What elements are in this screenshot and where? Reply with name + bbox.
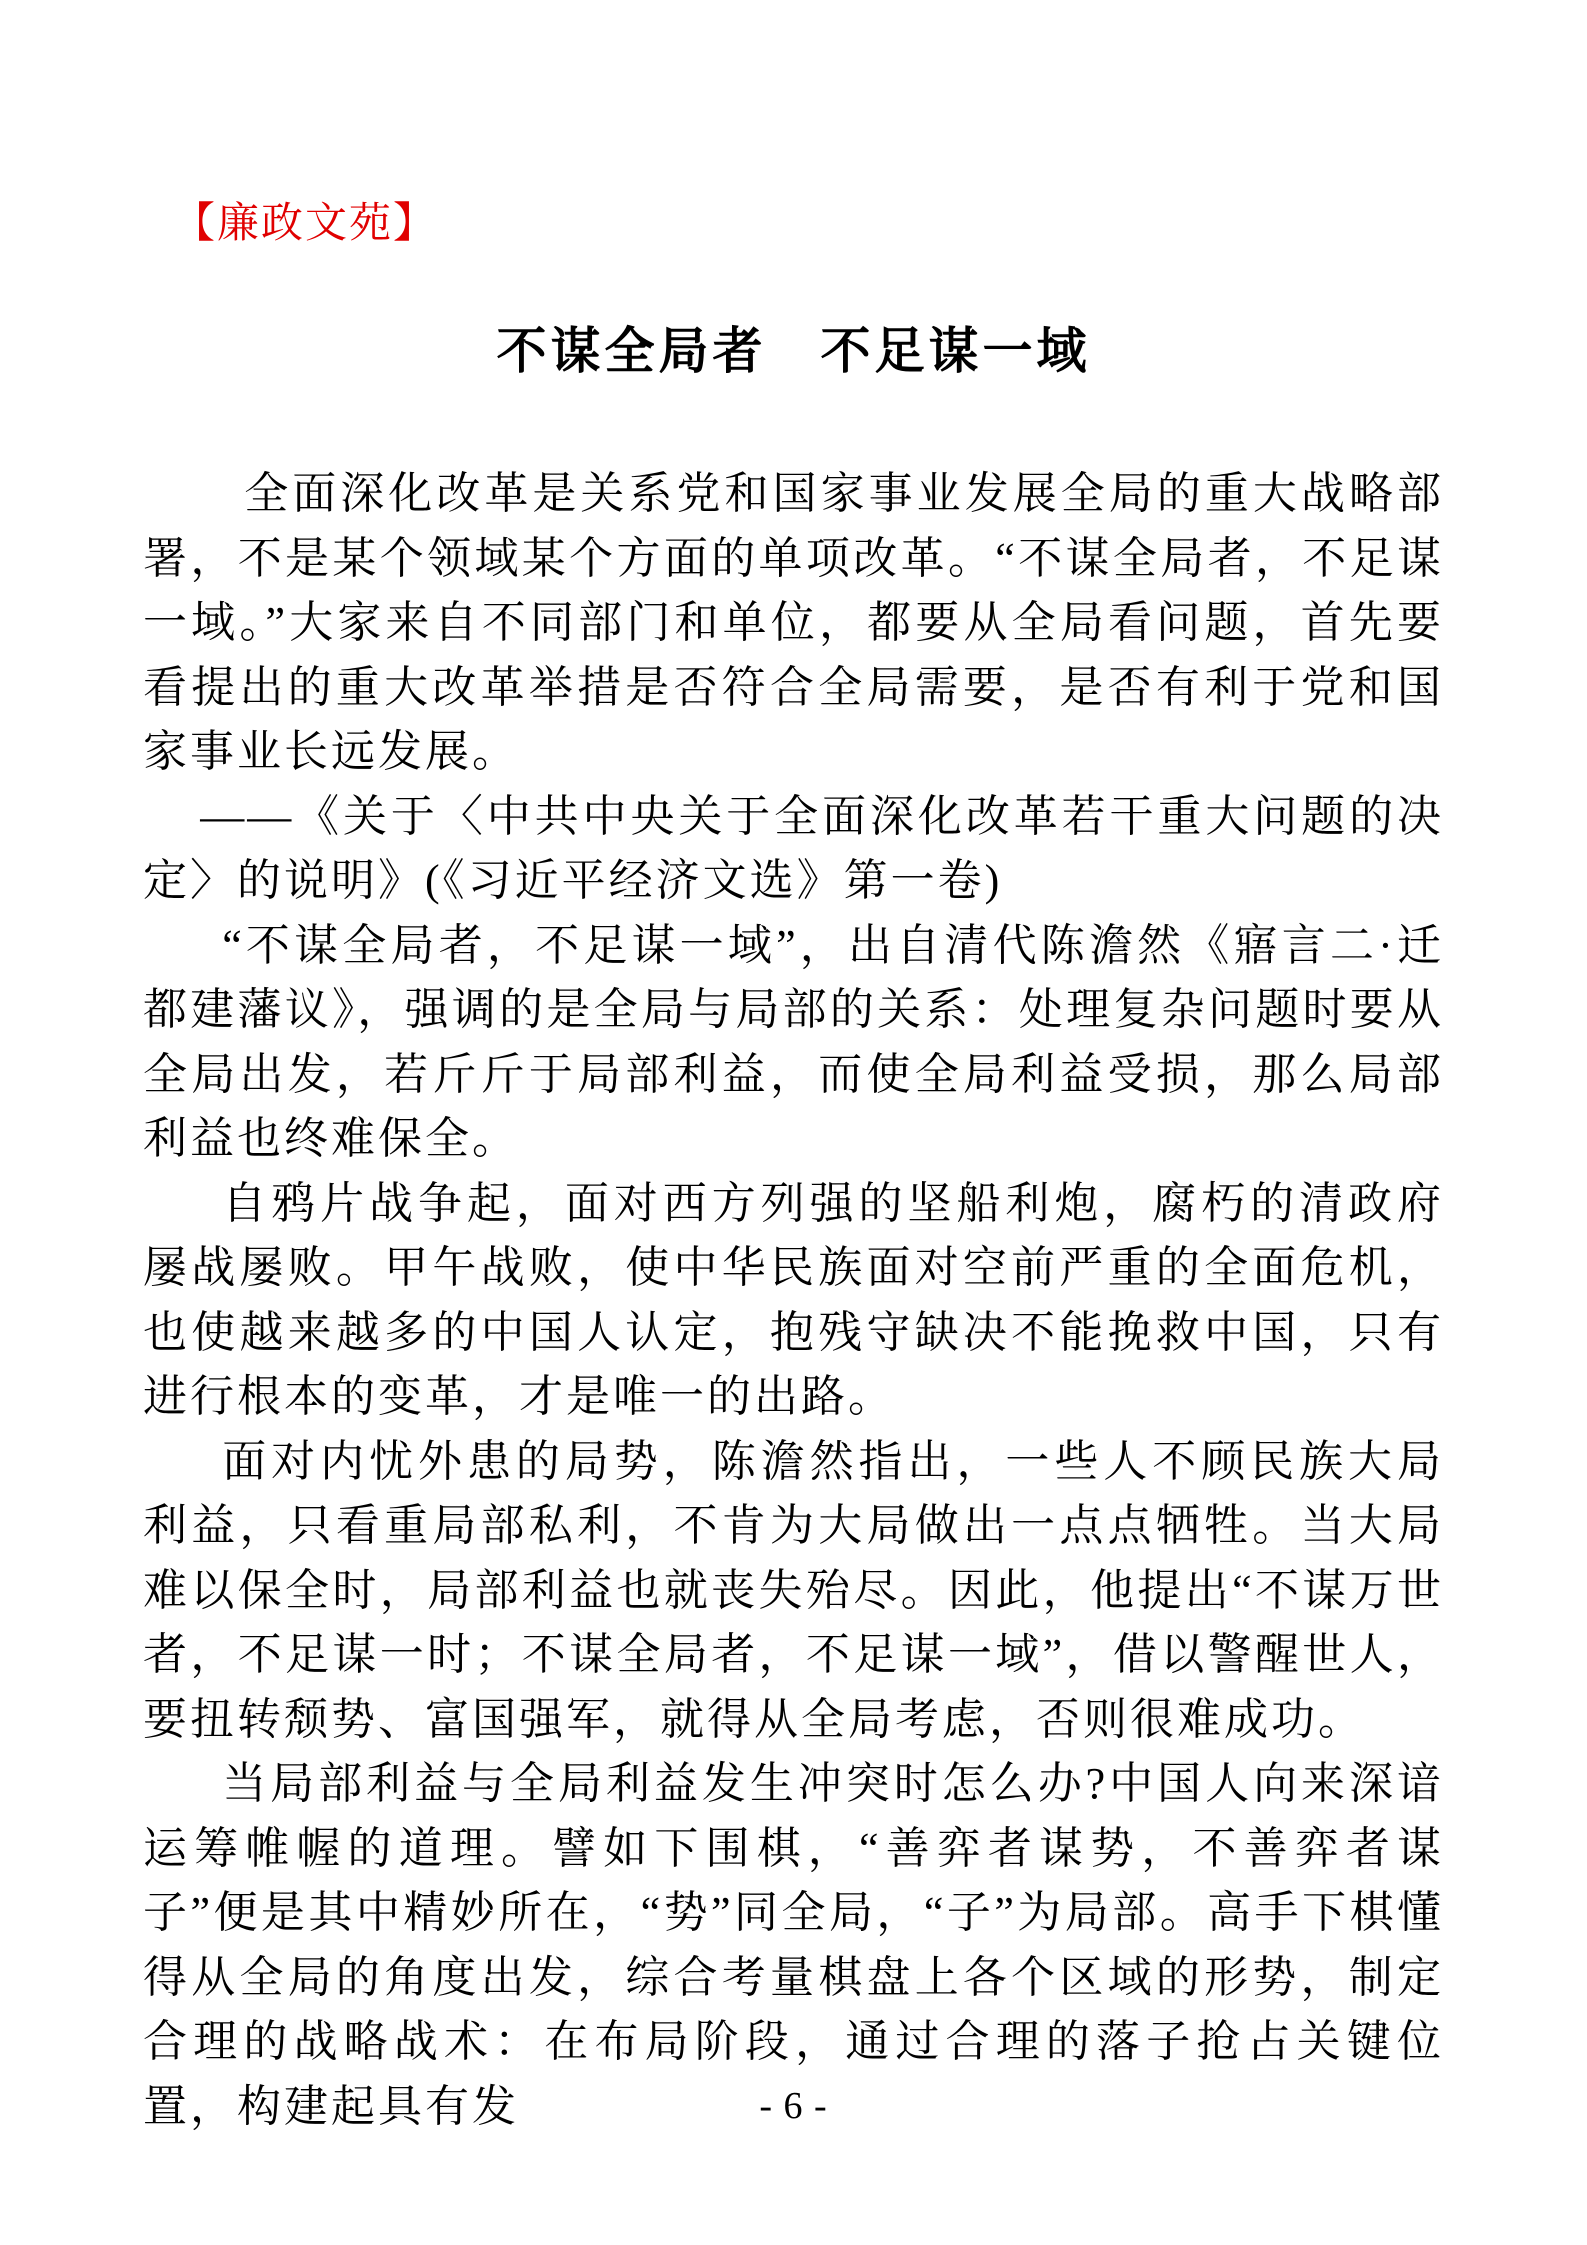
article-body — [143, 462, 1444, 2139]
paragraph-quote-body: 全面深化改革是关系党和国家事业发展全局的重大战略部署，不是某个领域某个方面的单项改革。“不谋全局者，不足谋一域。”大家来自不同部门和单位，都要从全局看问题，首先要看提出的重大改革举措是否符合全局需要，是否有利于党和国家事业长远发展。 — [143, 469, 1444, 776]
paragraph-chen-danran: 面对内忧外患的局势，陈澹然指出，一些人不顾民族大局利益，只看重局部私利，不肯为大局做出一点点牺牲。当大局难以保全时，局部利益也就丧失殆尽。因此，他提出“不谋万世者，不足谋一时；不谋全局者，不足谋一域”，借以警醒世人，要扭转颓势、富国强军，就得从全局考虑，否则很难成功。 — [143, 1436, 1444, 1744]
paragraph-origin-explanation: “不谋全局者，不足谋一域”，出自清代陈澹然《寤言二·迁都建藩议》，强调的是全局与局部的关系：处理复杂问题时要从全局出发，若斤斤于局部利益，而使全局利益受损，那么局部利益也终难保全。 — [143, 920, 1444, 1163]
article-title: 不谋全局者 不足谋一域 — [496, 323, 1091, 379]
paragraph-weiqi-analogy: 当局部利益与全局利益发生冲突时怎么办?中国人向来深谙运筹帷幄的道理。譬如下围棋，“善弈者谋势，不善弈者谋子”便是其中精妙所在，“势”同全局，“子”为局部。高手下棋懂得从全局的角度出发，综合考量棋盘上各个区域的形势，制定合理的战略战术：在布局阶段，通过合理的落子抢占关键位置，构建起具有发 — [143, 1759, 1444, 2131]
paragraph-history: 自鸦片战争起，面对西方列强的坚船利炮，腐朽的清政府屡战屡败。甲午战败，使中华民族面对空前严重的全面危机，也使越来越多的中国人认定，抱残守缺决不能挽救中国，只有进行根本的变革，才是唯一的出路。 — [143, 1178, 1444, 1421]
page-number: - 6 - — [759, 2085, 828, 2127]
section-tag: 【廉政文苑】 — [173, 201, 438, 247]
paragraph-quote-attribution: ——《关于〈中共中央关于全面深化改革若干重大问题的决定〉的说明》(《习近平经济文选》第一卷) — [143, 791, 1444, 905]
